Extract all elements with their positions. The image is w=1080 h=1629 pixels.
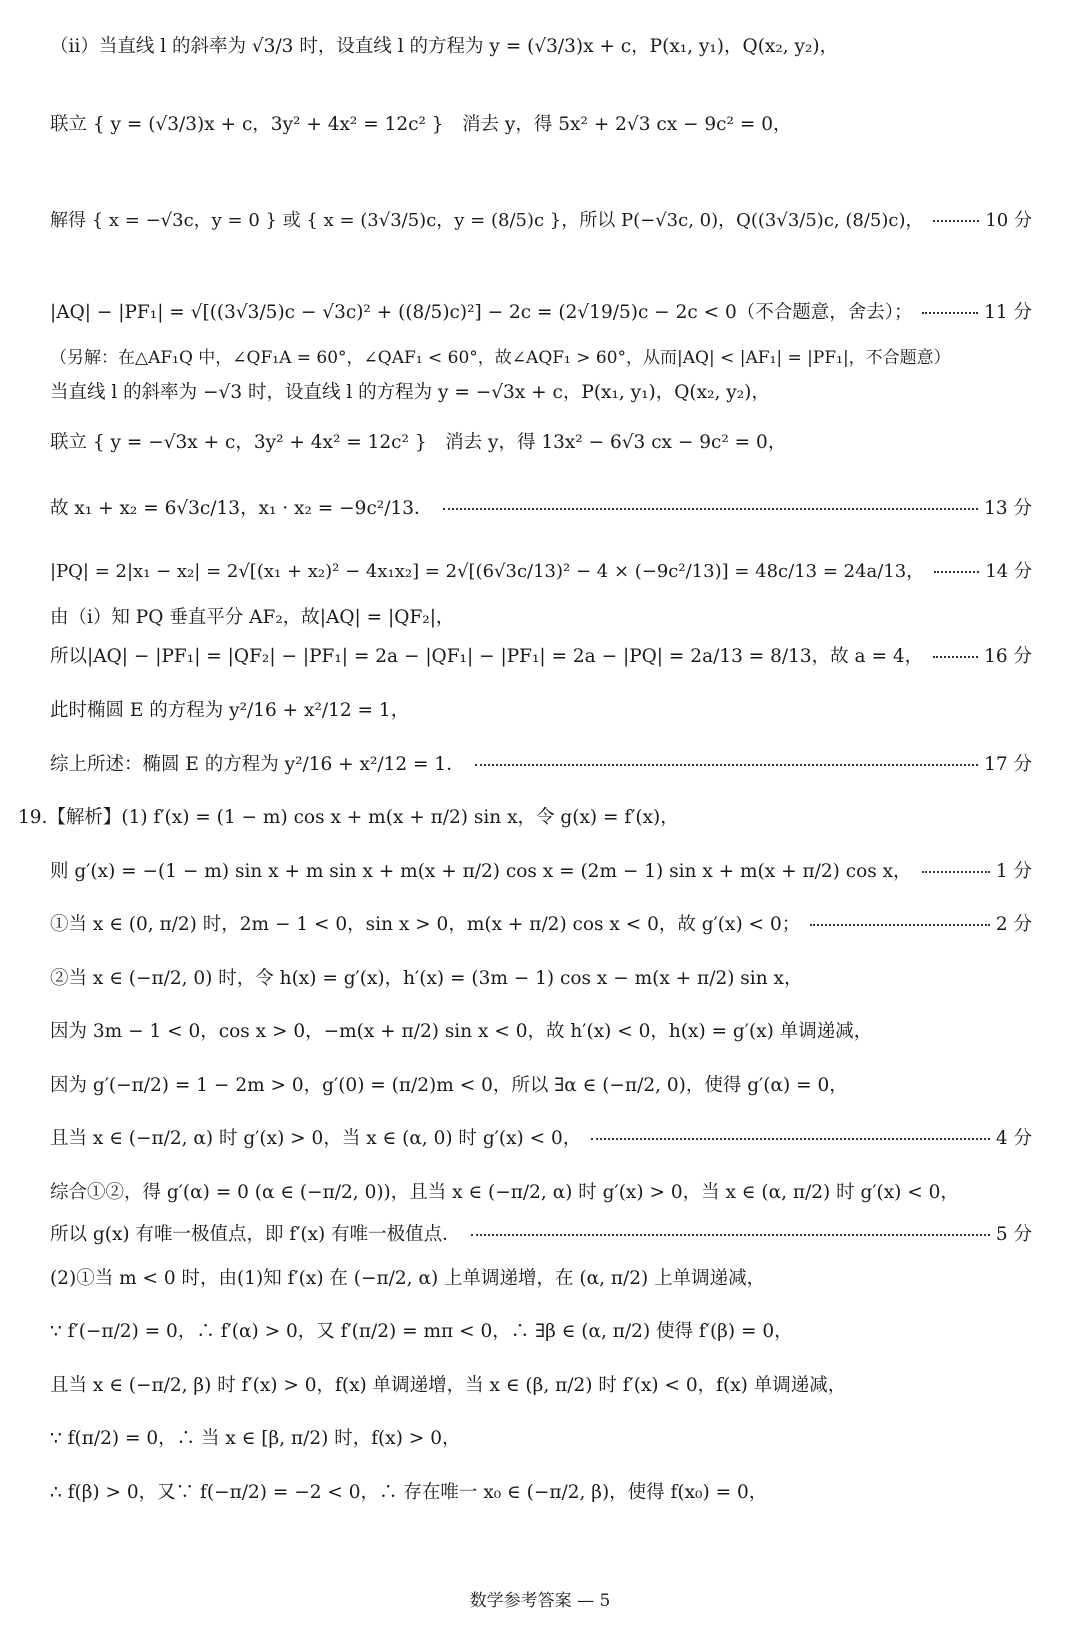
line-text: 因为 g′(−π/2) = 1 − 2m > 0，g′(0) = (π/2)m < 0，所以 ∃α ∈ (−π/2, 0)，使得 g′(α) = 0， (50, 1075, 848, 1096)
line-text: （ⅱ）当直线 l 的斜率为 √3/3 时，设直线 l 的方程为 y = (√3/3)x + c，P(x₁, y₁)，Q(x₂, y₂)， (50, 36, 839, 57)
dotted-leader (475, 764, 978, 766)
line-16 (50, 910, 1032, 936)
dotted-leader (471, 1234, 990, 1236)
line-text: 且当 x ∈ (−π/2, α) 时 g′(x) > 0，当 x ∈ (α, 0) 时 g′(x) < 0， (50, 1128, 582, 1149)
line-5 (50, 343, 1032, 368)
line-12 (50, 696, 1032, 722)
line-25 (50, 1371, 1032, 1397)
line-text: 联立 { y = −√3x + c，3y² + 4x² = 12c² } 消去 y，得 13x² − 6√3 cx − 9c² = 0， (50, 432, 787, 453)
score-mark: 4 分 (995, 1128, 1032, 1149)
dotted-leader (934, 571, 979, 573)
dotted-leader (591, 1138, 990, 1140)
line-text: 当直线 l 的斜率为 −√3 时，设直线 l 的方程为 y = −√3x + c，P(x₁, y₁)，Q(x₂, y₂)， (50, 382, 770, 403)
line-text: 19.【解析】(1) f′(x) = (1 − m) cos x + m(x + π/2) sin x，令 g(x) = f′(x)， (18, 807, 679, 828)
line-text: ②当 x ∈ (−π/2, 0) 时，令 h(x) = g′(x)，h′(x) = (3m − 1) cos x − m(x + π/2) sin x， (50, 968, 803, 989)
line-text: |AQ| − |PF₁| = √[((3√3/5)c − √3c)² + ((8/5)c)²] − 2c = (2√19/5)c − 2c < 0（不合题意，舍去）； (50, 302, 913, 323)
line-10 (50, 603, 1032, 629)
line-9 (50, 557, 1032, 583)
line-text: |PQ| = 2|x₁ − x₂| = 2√[(x₁ + x₂)² − 4x₁x₂] = 2√[(6√3c/13)² − 4 × (−9c²/13)] = 48c/13 = 24a/13， (50, 561, 925, 582)
line-3 (50, 206, 1032, 232)
line-13 (50, 750, 1032, 776)
line-6 (50, 378, 1032, 404)
line-19 (50, 1071, 1032, 1097)
line-7 (50, 428, 1032, 454)
score-mark: 16 分 (984, 646, 1032, 667)
line-text: 故 x₁ + x₂ = 6√3c/13，x₁ · x₂ = −9c²/13． (50, 498, 433, 519)
line-23 (50, 1264, 1032, 1290)
line-text: 此时椭圆 E 的方程为 y²/16 + x²/12 = 1， (50, 700, 410, 721)
line-text: ①当 x ∈ (0, π/2) 时，2m − 1 < 0，sin x > 0，m(x + π/2) cos x < 0，故 g′(x) < 0； (50, 914, 801, 935)
dotted-leader (933, 656, 978, 658)
line-8 (50, 494, 1032, 520)
line-text: 联立 { y = (√3/3)x + c，3y² + 4x² = 12c² } 消去 y，得 5x² + 2√3 cx − 9c² = 0， (50, 114, 792, 135)
line-11 (50, 642, 1032, 668)
line-text: 因为 3m − 1 < 0，cos x > 0，−m(x + π/2) sin x < 0，故 h′(x) < 0，h(x) = g′(x) 单调递减， (50, 1021, 873, 1042)
score-mark: 10 分 (985, 210, 1032, 231)
line-2 (50, 110, 1032, 136)
score-mark: 1 分 (995, 861, 1032, 882)
line-text: (2)①当 m < 0 时，由(1)知 f′(x) 在 (−π/2, α) 上单调递增，在 (α, π/2) 上单调递减， (50, 1268, 766, 1289)
line-27 (50, 1478, 1032, 1504)
line-text: ∴ f(β) > 0，又∵ f(−π/2) = −2 < 0，∴ 存在唯一 x₀ ∈ (−π/2, β)，使得 f(x₀) = 0， (50, 1482, 768, 1503)
score-mark: 11 分 (984, 302, 1032, 323)
dotted-leader (922, 312, 978, 314)
line-text: 所以 g(x) 有唯一极值点，即 f′(x) 有唯一极值点． (50, 1224, 461, 1245)
dotted-leader (810, 924, 990, 926)
line-24 (50, 1317, 1032, 1343)
line-20 (50, 1124, 1032, 1150)
line-text: 由（ⅰ）知 PQ 垂直平分 AF₂，故|AQ| = |QF₂|， (50, 607, 455, 628)
dotted-leader (922, 871, 990, 873)
line-text: 所以|AQ| − |PF₁| = |QF₂| − |PF₁| = 2a − |QF₁| − |PF₁| = 2a − |PQ| = 2a/13 = 8/13，故 a = 4， (50, 646, 924, 667)
score-mark: 13 分 (984, 498, 1032, 519)
line-15 (50, 857, 1032, 883)
line-21 (50, 1178, 1032, 1204)
score-mark: 14 分 (985, 561, 1032, 582)
score-mark: 5 分 (995, 1224, 1032, 1245)
page-footer: 数学参考答案 — 5 (469, 1591, 611, 1611)
line-4 (50, 298, 1032, 324)
line-22 (50, 1220, 1032, 1246)
line-text: 综合①②，得 g′(α) = 0 (α ∈ (−π/2, 0))，且当 x ∈ (−π/2, α) 时 g′(x) > 0，当 x ∈ (α, π/2) 时 g′(x) < 0， (50, 1182, 959, 1203)
line-1 (50, 32, 1032, 58)
score-mark: 2 分 (995, 914, 1032, 935)
line-text: （另解：在△AF₁Q 中，∠QF₁A = 60°，∠QAF₁ < 60°，故∠AQF₁ > 60°，从而|AQ| < |AF₁| = |PF₁|，不合题意） (50, 348, 951, 368)
line-text: 综上所述：椭圆 E 的方程为 y²/16 + x²/12 = 1． (50, 754, 465, 775)
dotted-leader (443, 508, 979, 510)
line-17 (50, 964, 1032, 990)
score-mark: 17 分 (984, 754, 1032, 775)
line-18 (50, 1017, 1032, 1043)
line-text: ∵ f′(−π/2) = 0，∴ f′(α) > 0，又 f′(π/2) = mπ < 0，∴ ∃β ∈ (α, π/2) 使得 f′(β) = 0， (50, 1321, 793, 1342)
line-text: 解得 { x = −√3c，y = 0 } 或 { x = (3√3/5)c，y = (8/5)c }，所以 P(−√3c, 0)，Q((3√3/5)c, (8/5)c)， (50, 210, 924, 231)
line-text: ∵ f(π/2) = 0，∴ 当 x ∈ [β, π/2) 时，f(x) > 0， (50, 1428, 461, 1449)
line-text: 则 g′(x) = −(1 − m) sin x + m sin x + m(x + π/2) cos x = (2m − 1) sin x + m(x + π/2) cos x， (50, 861, 912, 882)
line-text: 且当 x ∈ (−π/2, β) 时 f′(x) > 0，f(x) 单调递增，当 x ∈ (β, π/2) 时 f′(x) < 0，f(x) 单调递减， (50, 1375, 847, 1396)
line-26 (50, 1424, 1032, 1450)
dotted-leader (933, 220, 979, 222)
question-19-heading (18, 803, 1032, 829)
